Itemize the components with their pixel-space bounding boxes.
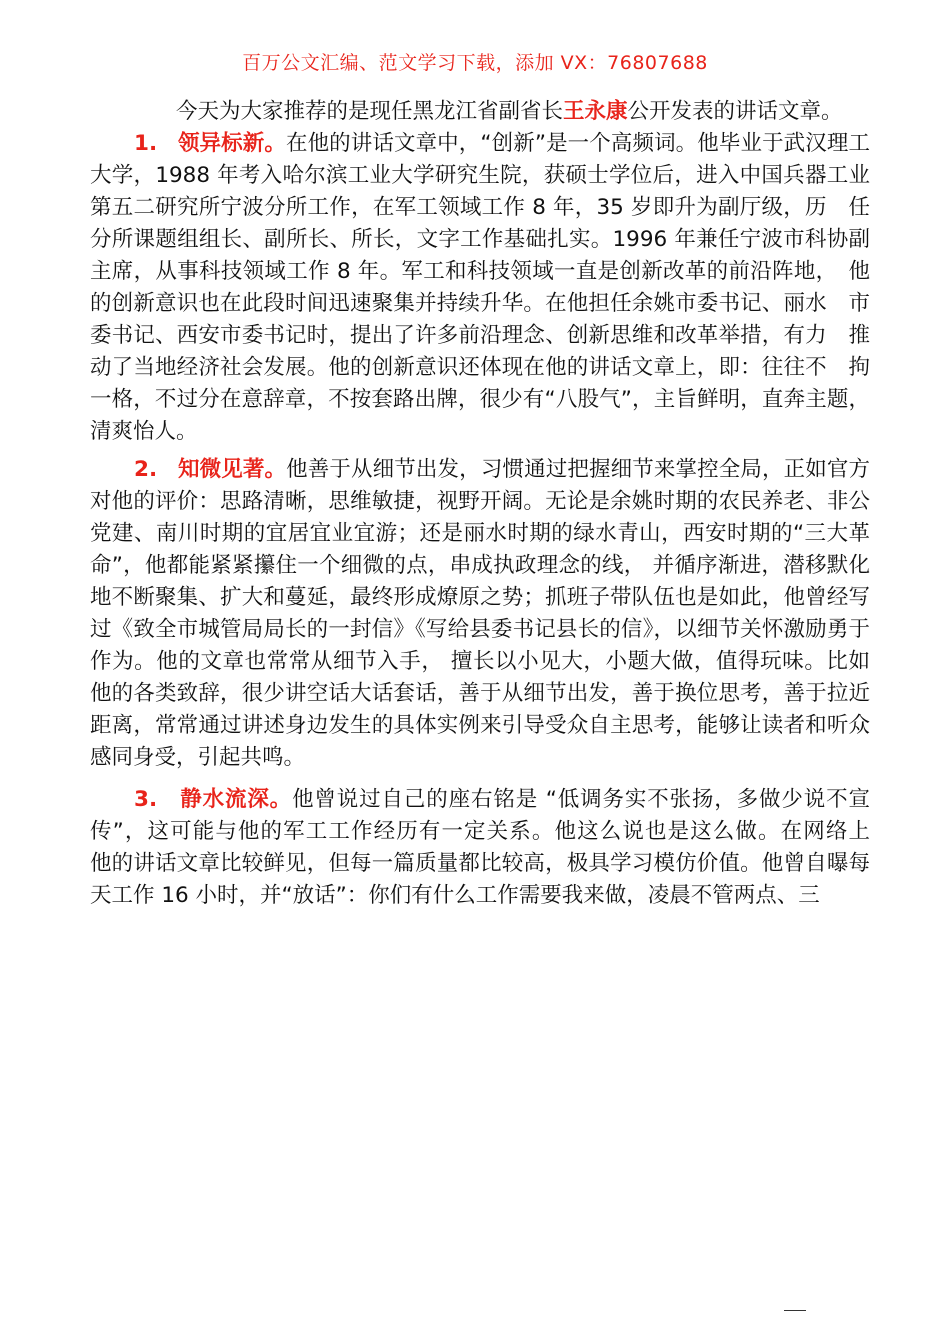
section-1-heading: 领异标新。	[177, 131, 286, 156]
section-2-heading: 知微见著。	[178, 457, 287, 482]
section-3-heading: 静水流深。	[180, 787, 293, 812]
intro-text-after: 公开发表的讲话文章。	[627, 99, 843, 124]
intro-text-before: 今天为大家推荐的是现任黑龙江省副省长	[176, 99, 564, 124]
section-3-paragraph	[90, 784, 913, 912]
header-banner: 百万公文汇编、范文学习下载，添加 VX：76807688	[242, 52, 708, 74]
section-2-paragraph	[90, 454, 870, 774]
section-3-number: 3.	[134, 787, 158, 812]
document-body	[90, 96, 913, 912]
section-1-number: 1.	[134, 131, 158, 156]
section-2-body: 他善于从细节出发，习惯通过把握细节来掌控全局，正如官方对他的评价：思路清晰，思维敏捷，视野开阔。无论是余姚时期的农民养老、非公党建、南川时期的宜居宜业宜游；还是丽水时期的绿水青山，西安时期的“三大革命”，他都能紧紧攥住一个细微的点，串成执政理念的线， 并循序渐进，潜移默化地不断聚集、扩大和蔓延，最终形成燎原之势；抓班子带队伍也是如此，他曾经写过《致全市城管局局长的一封信》《写给县委书记县长的信》，以细节关怀激励勇于作为。他的文章也常常从细节入手， 擅长以小见大，小题大做，值得玩味。比如他的各类致辞，很少讲空话大话套话，善于从细节出发，善于换位思考，善于拉近距离，常常通过讲述身边发生的具体实例来引导受众自主思考，能够让读者和听众感同身受，引起共鸣。	[90, 457, 870, 770]
section-2-number: 2.	[134, 457, 158, 482]
highlighted-name: 王永康	[563, 99, 628, 124]
section-1-paragraph	[90, 128, 870, 448]
section-3-body: 他曾说过自己的座右铭是 “低调务实不张扬，多做少说不宣 传”，这可能与他的军工工作经历有一定关系。他这么说也是这么做。在网络上 他的讲话文章比较鲜见，但每一篇质量都比较高，极具学习模仿价值。他曾自曝每天工作 16 小时，并“放话”：你们有什么工作需要我来做，凌晨不管两点、三	[90, 787, 913, 908]
intro-paragraph	[90, 96, 870, 128]
page-footer-mark	[784, 1310, 806, 1311]
section-1-body: 在他的讲话文章中，“创新”是一个高频词。他毕业于武汉理工大学，1988 年考入哈尔滨工业大学研究生院，获硕士学位后，进入中国兵器工业第五二研究所宁波分所工作，在军工领域工作 8 年，35 岁即升为副厅级，历 任分所课题组组长、副所长、所长，文字工作基础扎实。1996 年兼任宁波市科协副主席，从事科技领域工作 8 年。军工和科技领域一直是创新改革的前沿阵地， 他的创新意识也在此段时间迅速聚集并持续升华。在他担任余姚市委书记、丽水 市委书记、西安市委书记时，提出了许多前沿理念、创新思维和改革举措，有力 推动了当地经济社会发展。他的创新意识还体现在他的讲话文章上，即：往往不 拘一格，不过分在意辞章，不按套路出牌，很少有“八股气”，主旨鲜明，直奔主题，清爽怡人。	[90, 131, 870, 444]
